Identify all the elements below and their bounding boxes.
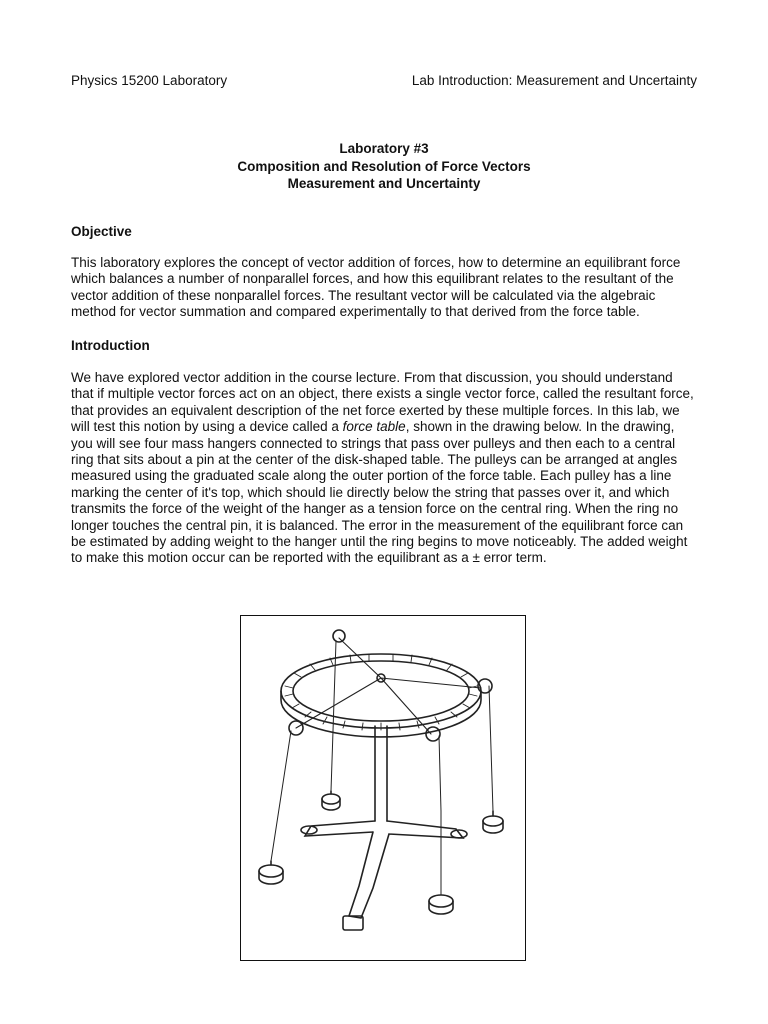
header-course: Physics 15200 Laboratory [71,73,228,88]
title-block [0,140,768,193]
header-section: Lab Introduction: Measurement and Uncertainty [411,73,697,88]
lab-subtitle: Measurement and Uncertainty [287,176,481,191]
introduction-paragraph [71,370,696,567]
intro-text-part1: We have explored vector addition in the course lecture. From that discussion, you should understand that if multiple vector forces act on an object, there exists a single vector force, called the resultant force, that provides an equivalent description of the net force exerted by these multiple forces. In this lab, we will test this notion by using a device called a [71,370,694,435]
force-table-figure [240,615,526,961]
introduction-heading: Introduction [71,338,150,353]
objective-heading: Objective [71,224,132,239]
objective-paragraph: This laboratory explores the concept of vector addition of forces, how to determine an equilibrant force which balances a number of nonparallel forces, and how this equilibrant relates to the resultant of the vector addition of these nonparallel forces. The resultant vector will be calculated via the algebraic method for vector summation and compared experimentally to that derived from the force table. [71,255,681,320]
intro-text-part2: , shown in the drawing below. In the drawing, you will see four mass hangers connected to strings that pass over pulleys and then each to a central ring that sits about a pin at the center of the disk-shaped table. The pulleys can be arranged at angles measured using the graduated scale along the outer portion of the force table. Each pulley has a line marking the center of it's top, which should lie directly below the string that passes over it, and which transmits the force of the weight of the hanger as a tension force on the central ring. When the ring no longer touches the central pin, it is balanced. The error in the measurement of the equilibrant force can be estimated by adding weight to the hanger until the ring begins to move noticeably. The added weight to make this motion occur can be reported with the equilibrant as a ± error term. [71,419,688,566]
force-table-drawing-icon [241,616,524,959]
force-table-term: force table [342,419,406,435]
lab-number: Laboratory #3 [339,141,429,156]
lab-title: Composition and Resolution of Force Vectors [237,158,531,174]
